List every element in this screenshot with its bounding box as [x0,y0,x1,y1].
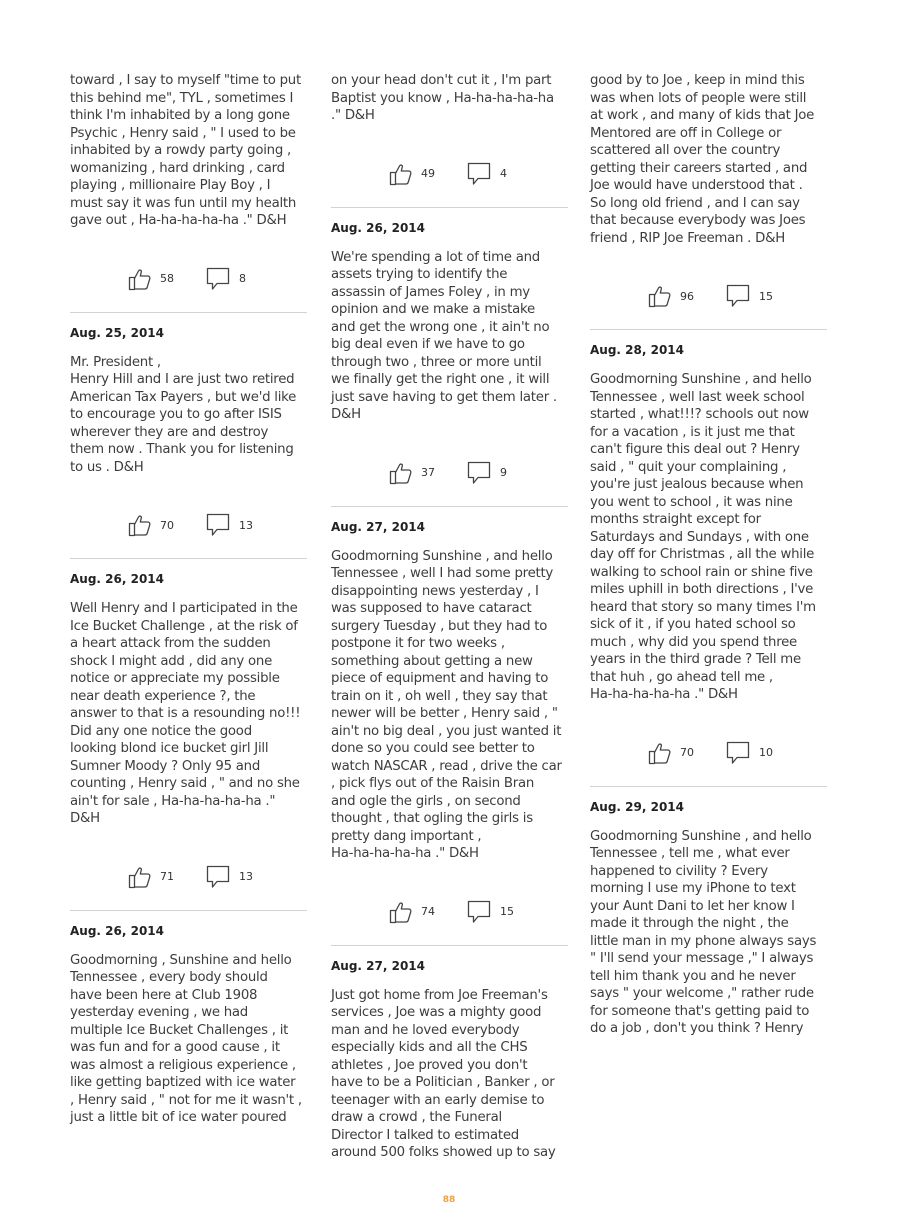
like-count: 58 [160,272,174,285]
divider [590,786,827,787]
comment-bubble-icon [466,161,492,187]
post-date: Aug. 27, 2014 [331,958,425,973]
post-stats [590,277,827,315]
like-count: 96 [680,289,694,303]
post-body: Goodmorning Sunshine , and hello Tennessee , well last week school started , what!!!? schools out now for a vacation , is it just me that can't figure this deal out ? Henry said , " quit your complaining , you're just jealous because when you went to school , it was nine months straight except for Saturdays and Sundays , with one day off for Christmas , all the while walking to school rain or shine five miles uphill in both directions , I've heard that story so many times I'm sick of it , if you hated school so much , why did you spend three years in the third grade ? Tell me that huh , go ahead tell me , Ha-ha-ha-ha-ha ." D&H [590,372,816,702]
like-stat[interactable] [128,864,174,890]
like-count: 74 [421,905,435,918]
like-count: 37 [421,466,435,479]
comment-stat[interactable] [205,512,253,538]
thumbs-up-icon [648,283,672,309]
column-2 [331,70,568,1162]
like-count: 49 [421,167,435,180]
post-body: Goodmorning , Sunshine and hello Tennessee , every body should have been here at Club 1908 yesterday evening , we had multiple Ice Bucket Challenges , it was fun and for a good cause , it was almost a religious experience , like getting baptized with ice water , Henry said , " not for me it wasn't , just a little bit of ice water poured [70,952,302,1125]
comment-bubble-icon [466,899,492,925]
post-body: on your head don't cut it , I'm part Baptist you know , Ha-ha-ha-ha-ha ." D&H [331,73,554,123]
comment-stat[interactable] [725,283,773,309]
comment-bubble-icon [205,266,231,292]
comment-stat[interactable] [205,266,246,292]
comment-bubble-icon [725,283,751,309]
post-stats [331,893,568,931]
post-date: Aug. 27, 2014 [331,519,425,534]
post-stats [331,454,568,492]
post-body: good by to Joe , keep in mind this was when lots of people were still at work , and many of kids that Joe Mentored are off in College or scattered all over the country getting their careers started , and Joe would have understood that . So long old friend , and I can say that because everybody was Joes friend , RIP Joe Freeman . D&H [590,73,815,246]
comment-bubble-icon [205,864,231,890]
divider [331,945,568,946]
comment-count: 15 [759,289,773,303]
post-body: We're spending a lot of time and assets trying to identify the assassin of James Foley , in my opinion and we make a mistake and get the wrong one , it ain't no big deal even if we have to go through two , three or more until we finally get the right one , it will just save having to get them later . D&H [331,249,557,422]
post-date: Aug. 26, 2014 [331,220,425,235]
comment-count: 13 [239,870,253,883]
like-count: 70 [680,746,694,759]
divider [590,329,827,330]
divider [70,312,307,313]
post-body: Goodmorning Sunshine , and hello Tennessee , tell me , what ever happened to civility ? Every morning I use my iPhone to text your Aunt Dani to let her know I made it through the night , the little man in my phone always says " I'll send your message ," I always tell him thank you and he never says " your welcome ," rather rude for someone that's getting paid to do a job , don't you think ? Henry [590,828,817,1036]
post-date: Aug. 28, 2014 [590,343,684,357]
divider [70,558,307,559]
like-count: 70 [160,518,174,532]
thumbs-up-icon [128,266,152,292]
comment-bubble-icon [725,740,751,766]
like-stat[interactable] [389,161,435,187]
divider [70,910,307,911]
page-number: 88 [442,1195,456,1205]
post-stats [70,260,307,298]
column-3 [590,70,827,1038]
like-stat[interactable] [389,460,435,486]
divider [331,207,568,208]
post-stats [70,506,307,544]
post-date: Aug. 26, 2014 [70,923,164,938]
like-stat[interactable] [648,740,694,766]
comment-stat[interactable] [466,899,514,925]
comment-stat[interactable] [466,161,507,187]
post-date: Aug. 25, 2014 [70,325,164,340]
post-body: Well Henry and I participated in the Ice Bucket Challenge , at the risk of a heart attack from the sudden shock I might add , did any one notice or appreciate my possible near death experience ?, the answer to that is a resounding no!!! Did any one notice the good looking blond ice bucket girl Jill Sumner Moody ? Only 95 and counting , Henry said , " and no she ain't for sale , Ha-ha-ha-ha-ha ." D&H [70,601,301,826]
like-stat[interactable] [648,283,694,309]
thumbs-up-icon [128,512,152,538]
comment-count: 4 [500,167,507,180]
thumbs-up-icon [389,161,413,187]
post-body: Just got home from Joe Freeman's services , Joe was a mighty good man and he loved everybody especially kids and all the CHS athletes , Joe proved you don't have to be a Politician , Banker , or teenager with an early demise to draw a crowd , the Funeral Director I talked to estimated around 500 folks showed up to say [331,987,556,1160]
divider [331,506,568,507]
comment-count: 8 [239,272,246,285]
column-1 [70,70,307,1127]
comment-stat[interactable] [466,460,507,486]
post-body: Goodmorning Sunshine , and hello Tennessee , well I had some pretty disappointing news yesterday , I was supposed to have cataract surgery Tuesday , but they had to postpone it for two weeks , something about getting a new piece of equipment and having to train on it , oh well , they say that newer will be better , Henry said , " ain't no big deal , you just wanted it done so you could see better to watch NASCAR , read , drive the car , pick flys out of the Raisin Bran and ogle the girls , on second thought , that ogling the girls is pretty dang important , Ha-ha-ha-ha-ha ." D&H [331,548,562,861]
thumbs-up-icon [128,864,152,890]
like-stat[interactable] [128,266,174,292]
like-count: 71 [160,870,174,883]
post-date: Aug. 26, 2014 [70,572,164,586]
post-body: toward , I say to myself "time to put this behind me", TYL , sometimes I think I'm inhabited by a long gone Psychic , Henry said , " I used to be inhabited by a rowdy party going , womanizing , hard drinking , card playing , millionaire Play Boy , I must say it was fun until my health gave out , Ha-ha-ha-ha-ha ." D&H [70,73,301,228]
thumbs-up-icon [389,460,413,486]
post-body: Mr. President , Henry Hill and I are just two retired American Tax Payers , but we'd like to encourage you to go after ISIS wherever they are and destroy them now . Thank you for listening to us . D&H [70,354,297,475]
thumbs-up-icon [389,899,413,925]
post-stats [590,734,827,772]
post-stats [70,858,307,896]
comment-count: 10 [759,746,773,759]
comment-count: 9 [500,466,507,479]
post-date: Aug. 29, 2014 [590,799,684,814]
comment-count: 13 [239,518,253,532]
thumbs-up-icon [648,740,672,766]
comment-stat[interactable] [205,864,253,890]
comment-stat[interactable] [725,740,773,766]
like-stat[interactable] [389,899,435,925]
comment-count: 15 [500,905,514,918]
comment-bubble-icon [466,460,492,486]
post-stats [331,155,568,193]
comment-bubble-icon [205,512,231,538]
like-stat[interactable] [128,512,174,538]
